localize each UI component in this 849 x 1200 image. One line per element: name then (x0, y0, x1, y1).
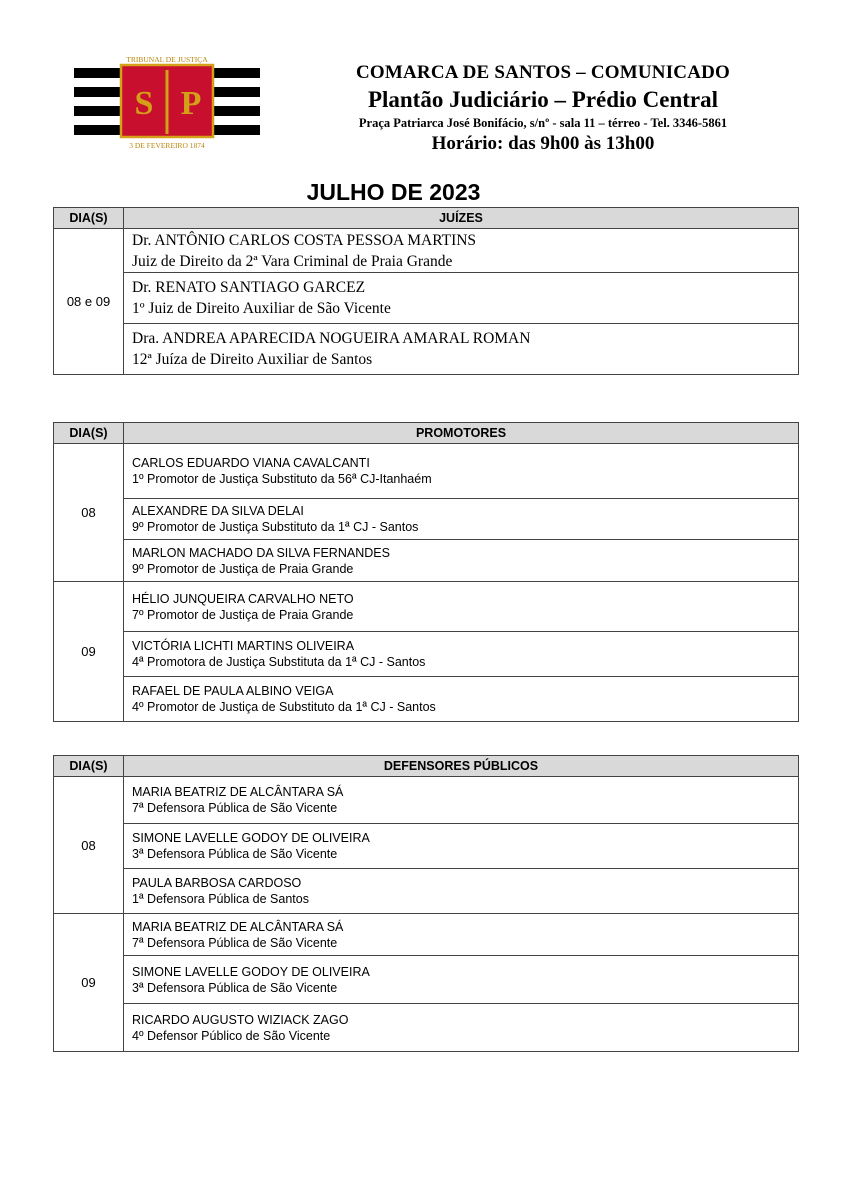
prosecutor-name: ALEXANDRE DA SILVA DELAI (132, 504, 304, 518)
defender-role: 1ª Defensora Pública de Santos (132, 892, 309, 906)
prosecutor-name: CARLOS EDUARDO VIANA CAVALCANTI (132, 456, 370, 470)
day-cell: 08 (54, 777, 124, 914)
table-row (54, 1004, 799, 1052)
header-plantao: Plantão Judiciário – Prédio Central (367, 87, 719, 112)
judges-table (53, 207, 799, 375)
table-row (54, 677, 799, 722)
prosecutor-role: 4º Promotor de Justiça de Substituto da 1ª CJ - Santos (132, 700, 436, 714)
day-cell: 09 (54, 914, 124, 1052)
table-row (54, 324, 799, 375)
table-row (54, 824, 799, 869)
defender-role: 3ª Defensora Pública de São Vicente (132, 847, 338, 861)
logo-top-text: TRIBUNAL DE JUSTIÇA (126, 55, 208, 64)
prosecutor-role: 9º Promotor de Justiça de Praia Grande (132, 561, 354, 576)
defender-name: SIMONE LAVELLE GODOY DE OLIVEIRA (132, 831, 370, 845)
table-row (54, 229, 799, 273)
prosecutors-table (53, 422, 799, 722)
day-cell: 09 (54, 582, 124, 722)
defender-entry (124, 869, 799, 914)
prosecutor-entry (124, 632, 799, 677)
table-header-row (54, 756, 799, 777)
judge-name: Dr. ANTÔNIO CARLOS COSTA PESSOA MARTINS (132, 231, 477, 249)
col-prosecutors-header: PROMOTORES (124, 423, 799, 444)
table-row (54, 273, 799, 324)
prosecutor-entry (124, 444, 799, 499)
defender-name: RICARDO AUGUSTO WIZIACK ZAGO (132, 1012, 349, 1027)
defender-role: 3ª Defensora Pública de São Vicente (132, 980, 338, 995)
col-day-header: DIA(S) (54, 423, 124, 444)
defender-entry (124, 914, 799, 956)
defender-entry (124, 824, 799, 869)
table-row (54, 499, 799, 540)
judge-entry (124, 324, 799, 375)
table-row (54, 632, 799, 677)
prosecutor-role: 4ª Promotora de Justiça Substituta da 1ª CJ - Santos (132, 655, 426, 669)
col-day-header: DIA(S) (54, 756, 124, 777)
defender-entry (124, 1004, 799, 1052)
prosecutor-role: 9º Promotor de Justiça Substituto da 1ª CJ - Santos (132, 520, 419, 534)
prosecutor-entry (124, 582, 799, 632)
table-header-row (54, 423, 799, 444)
defender-role: 4º Defensor Público de São Vicente (132, 1028, 331, 1043)
defender-entry (124, 956, 799, 1004)
table-row (54, 777, 799, 824)
day-cell: 08 (54, 444, 124, 582)
judge-role: Juiz de Direito da 2ª Vara Criminal de Praia Grande (132, 252, 453, 270)
col-defenders-header: DEFENSORES PÚBLICOS (124, 756, 799, 777)
day-cell: 08 e 09 (54, 229, 124, 375)
table-row (54, 869, 799, 914)
prosecutor-name: HÉLIO JUNQUEIRA CARVALHO NETO (132, 591, 354, 606)
col-day-header: DIA(S) (54, 208, 124, 229)
table-row (54, 444, 799, 499)
prosecutor-entry (124, 540, 799, 582)
table-row (54, 540, 799, 582)
prosecutor-entry (124, 677, 799, 722)
defender-role: 7ª Defensora Pública de São Vicente (132, 935, 338, 950)
prosecutor-name: MARLON MACHADO DA SILVA FERNANDES (132, 545, 390, 560)
month-title: JULHO DE 2023 (306, 179, 481, 205)
logo-bottom-text: 3 DE FEVEREIRO 1874 (129, 141, 205, 150)
header-address: Praça Patriarca José Bonifácio, s/nº - sala 11 – térreo - Tel. 3346-5861 (358, 116, 728, 130)
logo-letter-s: S (134, 85, 154, 122)
prosecutor-name: VICTÓRIA LICHTI MARTINS OLIVEIRA (132, 639, 355, 653)
defender-role: 7ª Defensora Pública de São Vicente (132, 801, 338, 815)
table-row (54, 914, 799, 956)
judge-role: 1º Juiz de Direito Auxiliar de São Vicente (132, 300, 391, 317)
prosecutor-role: 7º Promotor de Justiça de Praia Grande (132, 607, 354, 622)
logo-letter-p: P (180, 85, 202, 122)
header-hours: Horário: das 9h00 às 13h00 (431, 133, 655, 154)
judge-entry (124, 229, 799, 273)
prosecutor-entry (124, 499, 799, 540)
judge-entry (124, 273, 799, 324)
defender-name: MARIA BEATRIZ DE ALCÂNTARA SÁ (132, 919, 344, 934)
prosecutor-name: RAFAEL DE PAULA ALBINO VEIGA (132, 684, 334, 698)
col-judges-header: JUÍZES (124, 208, 799, 229)
defender-name: MARIA BEATRIZ DE ALCÂNTARA SÁ (132, 785, 344, 799)
table-row (54, 956, 799, 1004)
defender-name: PAULA BARBOSA CARDOSO (132, 876, 302, 890)
judge-name: Dra. ANDREA APARECIDA NOGUEIRA AMARAL ROMAN (132, 330, 531, 347)
tjsp-logo (74, 52, 260, 152)
table-row (54, 582, 799, 632)
judge-role: 12ª Juíza de Direito Auxiliar de Santos (132, 351, 373, 368)
table-header-row (54, 208, 799, 229)
judge-name: Dr. RENATO SANTIAGO GARCEZ (132, 279, 366, 296)
header-comarca: COMARCA DE SANTOS – COMUNICADO (355, 62, 731, 83)
public-defenders-table (53, 755, 799, 1052)
prosecutor-role: 1º Promotor de Justiça Substituto da 56ª CJ-Itanhaém (132, 472, 432, 486)
defender-name: SIMONE LAVELLE GODOY DE OLIVEIRA (132, 964, 370, 979)
defender-entry (124, 777, 799, 824)
